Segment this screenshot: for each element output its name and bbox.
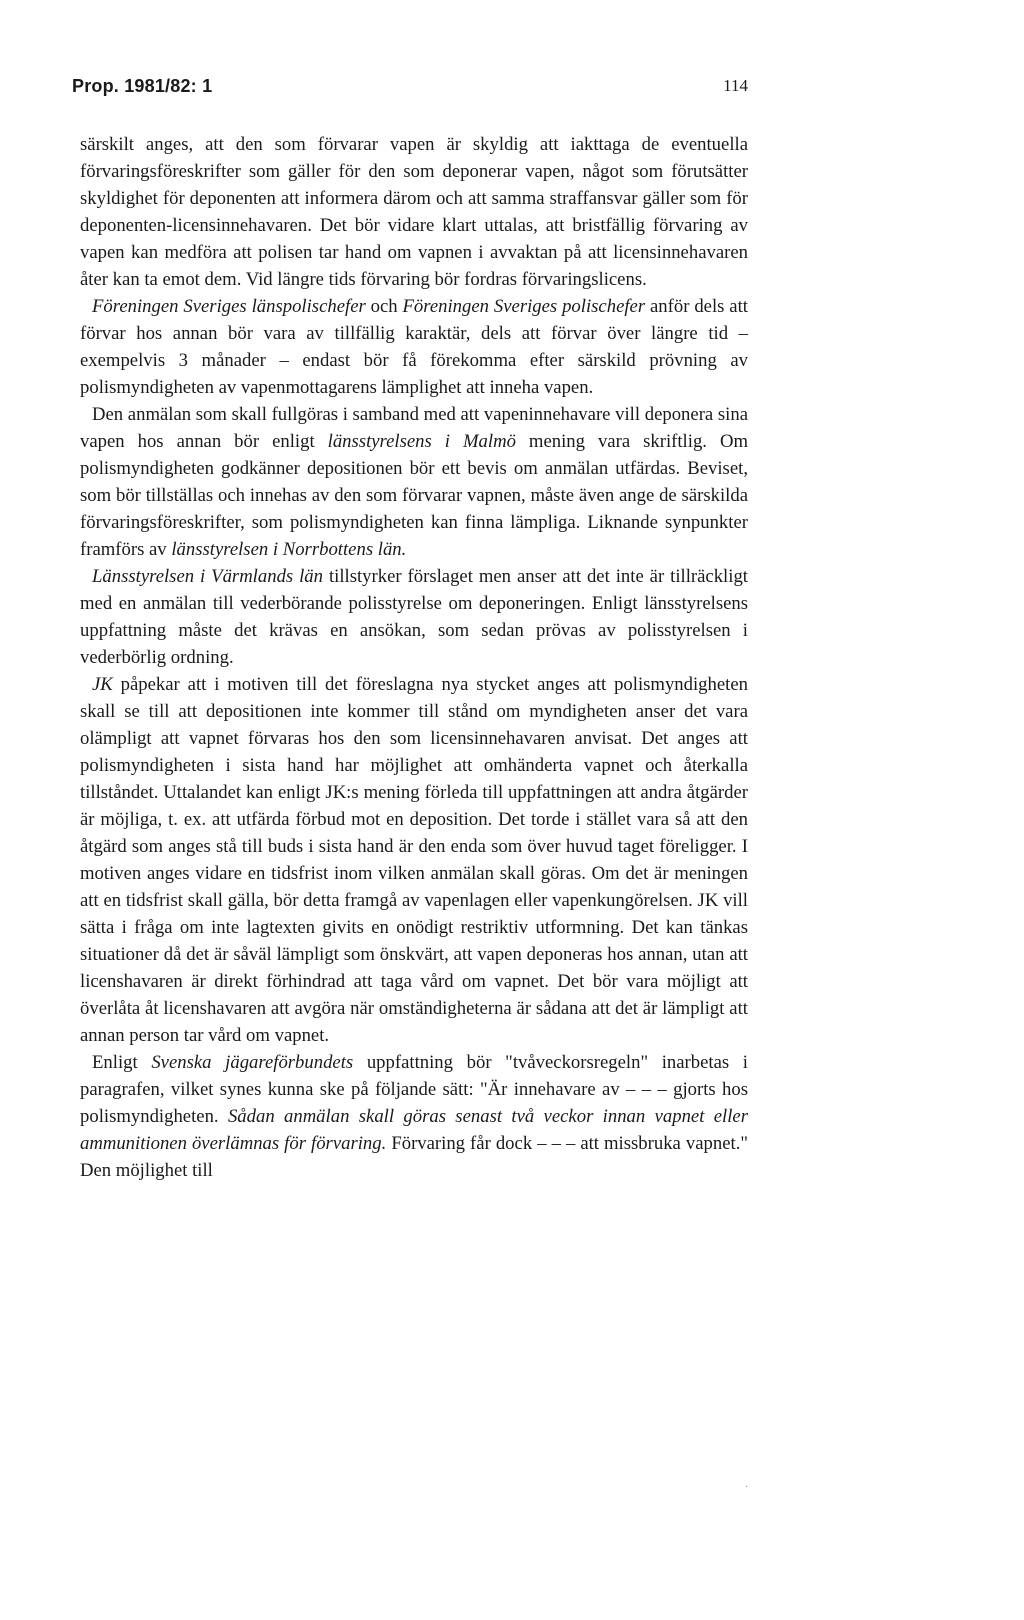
paragraph: [80, 131, 748, 293]
paragraph: [80, 293, 748, 401]
organization-name: Svenska jägareförbundets: [151, 1052, 354, 1073]
page-number: 114: [723, 76, 748, 95]
page-header: [72, 76, 748, 106]
text-segment: uppfattning bör "tvåveckorsregeln" inarbetas i paragrafen, vilket synes kunna ske på följande sätt: "Är innehavare av – – – gjorts hos polismyndigheten.: [80, 1052, 748, 1127]
paragraph: [80, 563, 748, 671]
text-segment: tillstyrker förslaget men anser att det inte är tillräckligt med en anmälan till vederbörande polisstyrelse om deponeringen. Enligt länsstyrelsens uppfattning måste det krävas en ansökan, som sedan prövas av polisstyrelsen i vederbörlig ordning.: [80, 566, 748, 668]
paragraph: [80, 671, 748, 1049]
organization-name: JK: [92, 674, 113, 695]
text-segment: Den anmälan som skall fullgöras i samband med att vapeninnehavare vill deponera sina vapen hos annan bör enligt: [80, 404, 748, 452]
text-segment: mening vara skriftlig. Om polismyndigheten godkänner depositionen bör ett bevis om anmälan utfärdas. Beviset, som bör tillställas och innehas av den som förvarar vapnen, måste även ange de särskilda förvaringsföreskrifter, som polismyndigheten kan finna lämpliga. Liknande synpunkter framförs av: [80, 431, 748, 560]
text-segment: särskilt anges, att den som förvarar vapen är skyldig att iakttaga de eventuella förvaringsföreskrifter som gäller för den som deponerar vapen, något som förutsätter skyldighet för deponenten att informera därom och att samma straffansvar gäller som för deponenten-licensinnehavaren. Det bör vidare klart uttalas, att bristfällig förvaring av vapen kan medföra att polisen tar hand om vapnen i avvaktan på att licensinnehavaren åter kan ta emot dem. Vid längre tids förvaring bör fordras förvaringslicens.: [80, 134, 748, 290]
text-segment: Förvaring får dock – – – att missbruka vapnet." Den möjlighet till: [80, 1133, 748, 1181]
paragraph: [80, 401, 748, 563]
text-segment: påpekar att i motiven till det föreslagna nya stycket anges att polismyndigheten skall se till att depositionen inte kommer till stånd om myndigheten anser det vara olämpligt att vapnet förvaras hos den som licensinnehavaren anvisat. Det anges att polismyndigheten i sista hand har möjlighet att omhänderta vapnet och återkalla tillståndet. Uttalandet kan enligt JK:s mening förleda till uppfattningen att andra åtgärder är möjliga, t. ex. att utfärda förbud mot en deposition. Det torde i stället vara så att den åtgärd som anges stå till buds i sista hand är den enda som över huvud taget föreligger. I motiven anges vidare en tidsfrist inom vilken anmälan skall göras. Om det är meningen att en tidsfrist skall gälla, bör detta framgå av vapenlagen eller vapenkungörelsen. JK vill sätta i fråga om inte lagtexten givits en onödigt restriktiv utformning. Det kan tänkas situationer då det är såväl lämpligt som önskvärt, att vapen deponeras hos annan, utan att licenshavaren är direkt förhindrad att taga vård om vapnet. Det bör vara möjligt att överlåta åt licenshavaren att avgöra när omständigheterna är sådana att det är lämpligt att annan person tar vård om vapnet.: [80, 674, 748, 1046]
organization-name: länsstyrelsens i Malmö: [327, 431, 516, 452]
proposed-text: Sådan anmälan skall göras senast två veckor innan vapnet eller ammunitionen överlämnas för förvaring.: [80, 1106, 748, 1154]
organization-name: länsstyrelsen i Norrbottens län.: [171, 539, 407, 560]
organization-name: Länsstyrelsen i Värmlands län: [92, 566, 323, 587]
paragraph: [80, 1049, 748, 1184]
organization-name: Föreningen Sveriges länspolischefer: [92, 296, 366, 317]
document-reference: Prop. 1981/82: 1: [72, 76, 213, 96]
text-segment: anför dels att förvar hos annan bör vara av tillfällig karaktär, dels att förvar över längre tid – exempelvis 3 månader – endast bör få förekomma efter särskild prövning av polismyndigheten av vapenmottagarens lämplighet att inneha vapen.: [80, 296, 748, 398]
body-text: [80, 131, 748, 1184]
scan-dot: ·: [745, 1482, 749, 1493]
organization-name: Föreningen Sveriges polischefer: [402, 296, 646, 317]
text-segment: och: [365, 296, 403, 317]
text-segment: Enligt: [92, 1052, 152, 1073]
